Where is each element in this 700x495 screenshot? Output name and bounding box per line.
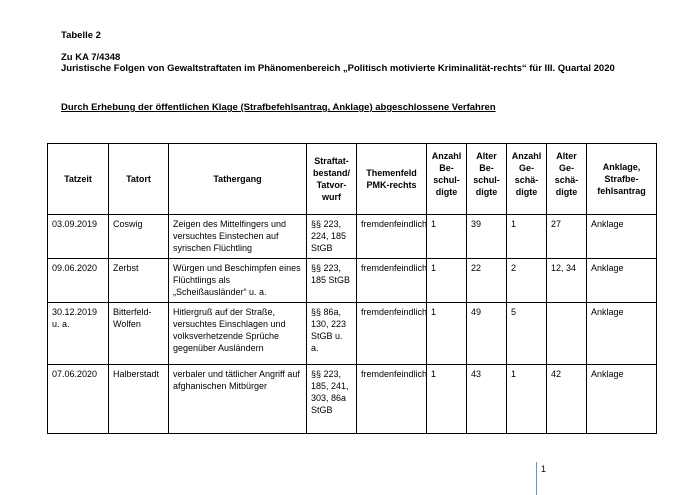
- document-reference: Zu KA 7/4348: [61, 52, 121, 63]
- cell-anklage: Anklage: [587, 365, 657, 434]
- cell-tathergang: Würgen und Beschimpfen eines Flüchtlings als „Scheißausländer“ u. a.: [169, 259, 307, 303]
- cell-tatort: Halberstadt: [109, 365, 169, 434]
- cell-tatzeit: 03.09.2019: [48, 215, 109, 259]
- cell-tatort: Zerbst: [109, 259, 169, 303]
- cell-themenfeld: fremdenfeindlich: [357, 259, 427, 303]
- cell-anzahl-geschaedigte: 5: [507, 303, 547, 365]
- cell-tatort: Bitterfeld-Wolfen: [109, 303, 169, 365]
- cell-alter-geschaedigte: 27: [547, 215, 587, 259]
- page-number: 1: [541, 464, 547, 474]
- cell-tathergang: Hitlergruß auf der Straße, versuchtes Einschlagen und volksverhetzende Sprüche gegenüber Ausländern: [169, 303, 307, 365]
- cell-alter-beschuldigte: 39: [467, 215, 507, 259]
- cell-themenfeld: fremdenfeindlich: [357, 215, 427, 259]
- cell-alter-geschaedigte: 42: [547, 365, 587, 434]
- cell-anklage: Anklage: [587, 303, 657, 365]
- header-tathergang: Tathergang: [169, 144, 307, 215]
- cell-themenfeld: fremdenfeindlich: [357, 365, 427, 434]
- header-alter-geschaedigte: Alter Ge-schä-digte: [547, 144, 587, 215]
- cell-anzahl-geschaedigte: 1: [507, 365, 547, 434]
- table-header-row: [48, 144, 657, 215]
- cell-straftatbestand: §§ 86a, 130, 223 StGB u. a.: [307, 303, 357, 365]
- cell-alter-beschuldigte: 22: [467, 259, 507, 303]
- table-row: [48, 259, 657, 303]
- cell-themenfeld: fremdenfeindlich: [357, 303, 427, 365]
- cell-anzahl-beschuldigte: 1: [427, 303, 467, 365]
- document-title: Juristische Folgen von Gewaltstraftaten im Phänomenbereich „Politisch motivierte Kriminalität-rechts“ für III. Quartal 2020: [61, 63, 615, 74]
- cell-straftatbestand: §§ 223, 185, 241, 303, 86a StGB: [307, 365, 357, 434]
- cell-anklage: Anklage: [587, 259, 657, 303]
- table-row: [48, 365, 657, 434]
- page-number-divider: [536, 462, 537, 495]
- cell-alter-beschuldigte: 43: [467, 365, 507, 434]
- cell-tatzeit: 07.06.2020: [48, 365, 109, 434]
- table-row: [48, 215, 657, 259]
- proceedings-table: [47, 143, 657, 434]
- cell-anzahl-beschuldigte: 1: [427, 365, 467, 434]
- header-tatzeit: Tatzeit: [48, 144, 109, 215]
- cell-straftatbestand: §§ 223, 224, 185 StGB: [307, 215, 357, 259]
- cell-anzahl-geschaedigte: 1: [507, 215, 547, 259]
- header-tatort: Tatort: [109, 144, 169, 215]
- cell-tatzeit: 09.06.2020: [48, 259, 109, 303]
- cell-anzahl-beschuldigte: 1: [427, 259, 467, 303]
- cell-tatzeit: 30.12.2019 u. a.: [48, 303, 109, 365]
- cell-straftatbestand: §§ 223, 185 StGB: [307, 259, 357, 303]
- cell-tatort: Coswig: [109, 215, 169, 259]
- cell-alter-geschaedigte: [547, 303, 587, 365]
- table-label: Tabelle 2: [61, 30, 101, 41]
- header-alter-beschuldigte: Alter Be-schul-digte: [467, 144, 507, 215]
- table-row: [48, 303, 657, 365]
- cell-anzahl-beschuldigte: 1: [427, 215, 467, 259]
- section-subtitle: Durch Erhebung der öffentlichen Klage (Strafbefehlsantrag, Anklage) abgeschlossene Verfahren: [61, 102, 496, 113]
- cell-anzahl-geschaedigte: 2: [507, 259, 547, 303]
- header-straftatbestand: Straftat-bestand/ Tatvor-wurf: [307, 144, 357, 215]
- cell-tathergang: verbaler und tätlicher Angriff auf afghanischen Mitbürger: [169, 365, 307, 434]
- header-anzahl-geschaedigte: Anzahl Ge-schä-digte: [507, 144, 547, 215]
- cell-anklage: Anklage: [587, 215, 657, 259]
- header-anklage: Anklage, Strafbe-fehlsantrag: [587, 144, 657, 215]
- cell-alter-beschuldigte: 49: [467, 303, 507, 365]
- header-anzahl-beschuldigte: Anzahl Be-schul-digte: [427, 144, 467, 215]
- cell-alter-geschaedigte: 12, 34: [547, 259, 587, 303]
- cell-tathergang: Zeigen des Mittelfingers und versuchtes Einstechen auf syrischen Flüchtling: [169, 215, 307, 259]
- header-themenfeld: Themenfeld PMK-rechts: [357, 144, 427, 215]
